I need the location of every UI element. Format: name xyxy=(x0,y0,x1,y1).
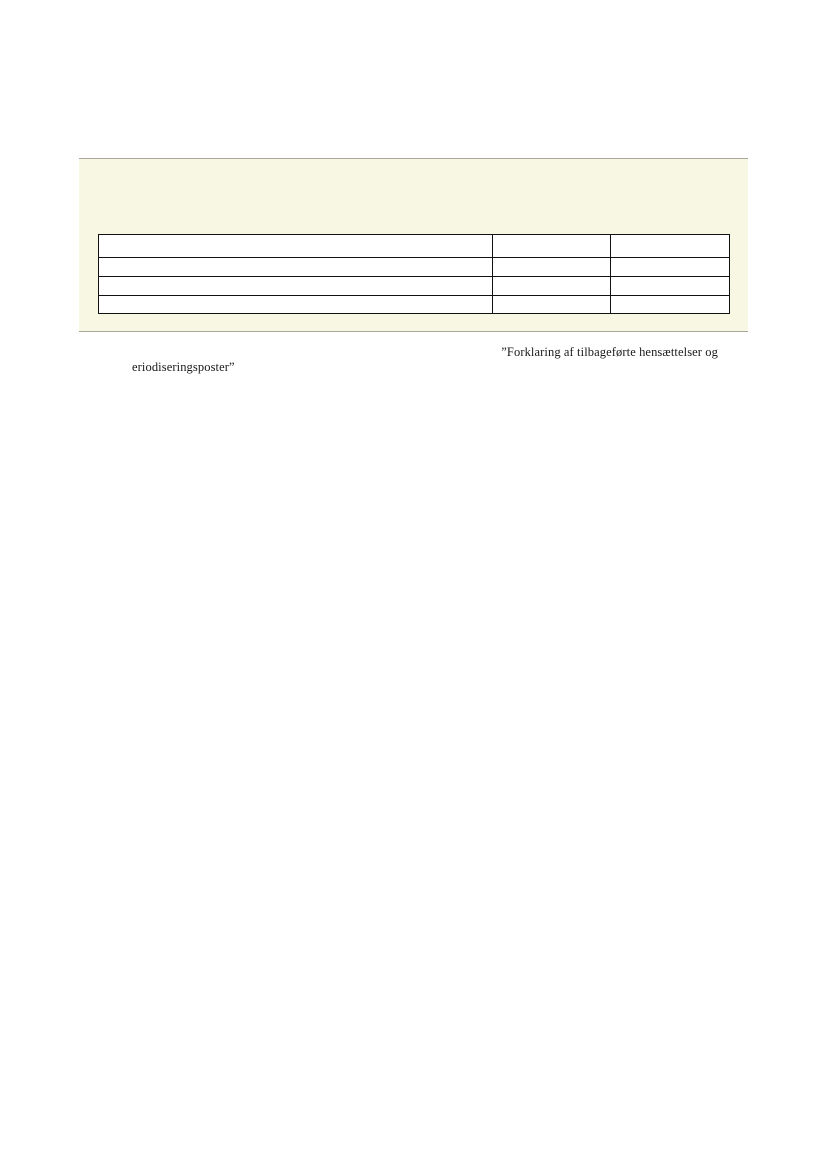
table-cell xyxy=(99,277,493,296)
table-cell xyxy=(493,277,611,296)
highlight-box xyxy=(79,158,748,332)
table-cell xyxy=(611,235,730,258)
table-cell xyxy=(99,258,493,277)
table-cell xyxy=(493,258,611,277)
table-cell xyxy=(99,296,493,314)
table-cell xyxy=(611,296,730,314)
table-cell xyxy=(493,296,611,314)
table-row xyxy=(99,258,730,277)
footnote-line-2: eriodiseringsposter” xyxy=(132,360,235,374)
table-cell xyxy=(99,235,493,258)
table-row xyxy=(99,296,730,314)
table-cell xyxy=(611,258,730,277)
table-row xyxy=(99,235,730,258)
data-table xyxy=(98,234,730,314)
table-cell xyxy=(493,235,611,258)
table-row xyxy=(99,277,730,296)
table-cell xyxy=(611,277,730,296)
footnote-line-1: ”Forklaring af tilbageførte hensættelser og xyxy=(501,345,718,359)
